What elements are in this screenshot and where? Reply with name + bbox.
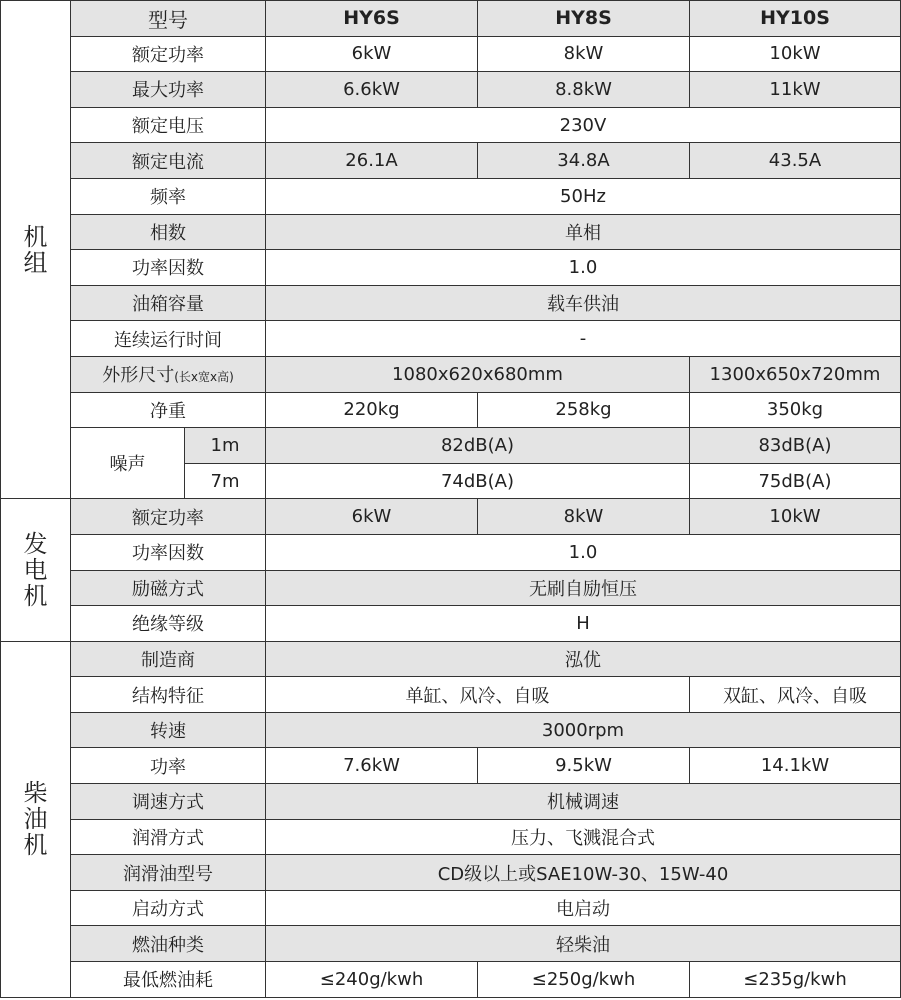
value-cell: 1300x650x720mm <box>690 356 901 392</box>
param-label: 额定功率 <box>71 499 266 535</box>
noise-distance: 7m <box>185 463 266 499</box>
value-cell: 75dB(A) <box>690 463 901 499</box>
value-cell: 11kW <box>690 72 901 108</box>
table-row <box>1 392 901 428</box>
value-cell: CD级以上或SAE10W-30、15W-40 <box>266 855 901 891</box>
value-cell: 机械调速 <box>266 784 901 820</box>
header-row <box>1 1 901 37</box>
table-row <box>1 962 901 998</box>
table-row <box>1 428 901 464</box>
value-cell: 1080x620x680mm <box>266 356 690 392</box>
group-genset: 机组 <box>1 1 71 499</box>
value-cell: 轻柴油 <box>266 926 901 962</box>
value-cell: 7.6kW <box>266 748 478 784</box>
param-label: 相数 <box>71 214 266 250</box>
param-label: 净重 <box>71 392 266 428</box>
table-row <box>1 499 901 535</box>
value-cell: 载车供油 <box>266 285 901 321</box>
param-label: 润滑方式 <box>71 819 266 855</box>
value-cell: 6kW <box>266 499 478 535</box>
value-cell: 泓优 <box>266 641 901 677</box>
model-hy8s: HY8S <box>478 1 690 37</box>
table-row <box>1 250 901 286</box>
value-cell: 220kg <box>266 392 478 428</box>
value-cell: 43.5A <box>690 143 901 179</box>
table-row <box>1 534 901 570</box>
param-label: 频率 <box>71 178 266 214</box>
model-hy10s: HY10S <box>690 1 901 37</box>
table-row <box>1 321 901 357</box>
param-label: 启动方式 <box>71 890 266 926</box>
value-cell: 34.8A <box>478 143 690 179</box>
value-cell: 82dB(A) <box>266 428 690 464</box>
param-label: 油箱容量 <box>71 285 266 321</box>
table-row <box>1 107 901 143</box>
value-cell: 1.0 <box>266 534 901 570</box>
param-label: 功率因数 <box>71 250 266 286</box>
dimensions-note: (长x宽x高) <box>174 370 234 385</box>
group-generator: 发电机 <box>1 499 71 641</box>
value-cell: 双缸、风冷、自吸 <box>690 677 901 713</box>
table-row <box>1 819 901 855</box>
noise-label: 噪声 <box>71 428 185 499</box>
table-row <box>1 606 901 642</box>
value-cell: 230V <box>266 107 901 143</box>
value-cell: 74dB(A) <box>266 463 690 499</box>
table-row <box>1 72 901 108</box>
value-cell: - <box>266 321 901 357</box>
noise-distance: 1m <box>185 428 266 464</box>
value-cell: 3000rpm <box>266 712 901 748</box>
table-row <box>1 214 901 250</box>
value-cell: 无刷自励恒压 <box>266 570 901 606</box>
table-row <box>1 36 901 72</box>
table-row <box>1 285 901 321</box>
value-cell: 10kW <box>690 36 901 72</box>
value-cell: 26.1A <box>266 143 478 179</box>
table-row <box>1 356 901 392</box>
value-cell: 6.6kW <box>266 72 478 108</box>
param-label: 燃油种类 <box>71 926 266 962</box>
value-cell: 83dB(A) <box>690 428 901 464</box>
param-label: 最大功率 <box>71 72 266 108</box>
table-row <box>1 178 901 214</box>
param-label: 转速 <box>71 712 266 748</box>
value-cell: 8kW <box>478 499 690 535</box>
param-label: 功率 <box>71 748 266 784</box>
param-label: 制造商 <box>71 641 266 677</box>
param-label: 最低燃油耗 <box>71 962 266 998</box>
table-row <box>1 641 901 677</box>
table-row <box>1 855 901 891</box>
table-row <box>1 926 901 962</box>
table-row <box>1 748 901 784</box>
value-cell: 8kW <box>478 36 690 72</box>
param-label: 额定电压 <box>71 107 266 143</box>
value-cell: 8.8kW <box>478 72 690 108</box>
value-cell: 9.5kW <box>478 748 690 784</box>
table-row <box>1 677 901 713</box>
table-row <box>1 890 901 926</box>
value-cell: ≤235g/kwh <box>690 962 901 998</box>
value-cell: H <box>266 606 901 642</box>
param-label: 调速方式 <box>71 784 266 820</box>
param-label: 励磁方式 <box>71 570 266 606</box>
param-label: 额定电流 <box>71 143 266 179</box>
value-cell: 6kW <box>266 36 478 72</box>
value-cell: 1.0 <box>266 250 901 286</box>
value-cell: 压力、飞溅混合式 <box>266 819 901 855</box>
dimensions-label: 外形尺寸 <box>102 365 175 387</box>
value-cell: 单缸、风冷、自吸 <box>266 677 690 713</box>
param-label: 连续运行时间 <box>71 321 266 357</box>
value-cell: ≤250g/kwh <box>478 962 690 998</box>
group-engine: 柴油机 <box>1 641 71 997</box>
table-row <box>1 784 901 820</box>
param-label: 润滑油型号 <box>71 855 266 891</box>
value-cell: 350kg <box>690 392 901 428</box>
value-cell: 50Hz <box>266 178 901 214</box>
table-row <box>1 712 901 748</box>
param-label: 额定功率 <box>71 36 266 72</box>
value-cell: 电启动 <box>266 890 901 926</box>
value-cell: 14.1kW <box>690 748 901 784</box>
value-cell: 单相 <box>266 214 901 250</box>
param-label: 绝缘等级 <box>71 606 266 642</box>
model-hy6s: HY6S <box>266 1 478 37</box>
table-row <box>1 143 901 179</box>
value-cell: ≤240g/kwh <box>266 962 478 998</box>
value-cell: 258kg <box>478 392 690 428</box>
param-label: 结构特征 <box>71 677 266 713</box>
table-row <box>1 570 901 606</box>
value-cell: 10kW <box>690 499 901 535</box>
param-label <box>71 356 266 392</box>
model-label: 型号 <box>71 1 266 37</box>
param-label: 功率因数 <box>71 534 266 570</box>
